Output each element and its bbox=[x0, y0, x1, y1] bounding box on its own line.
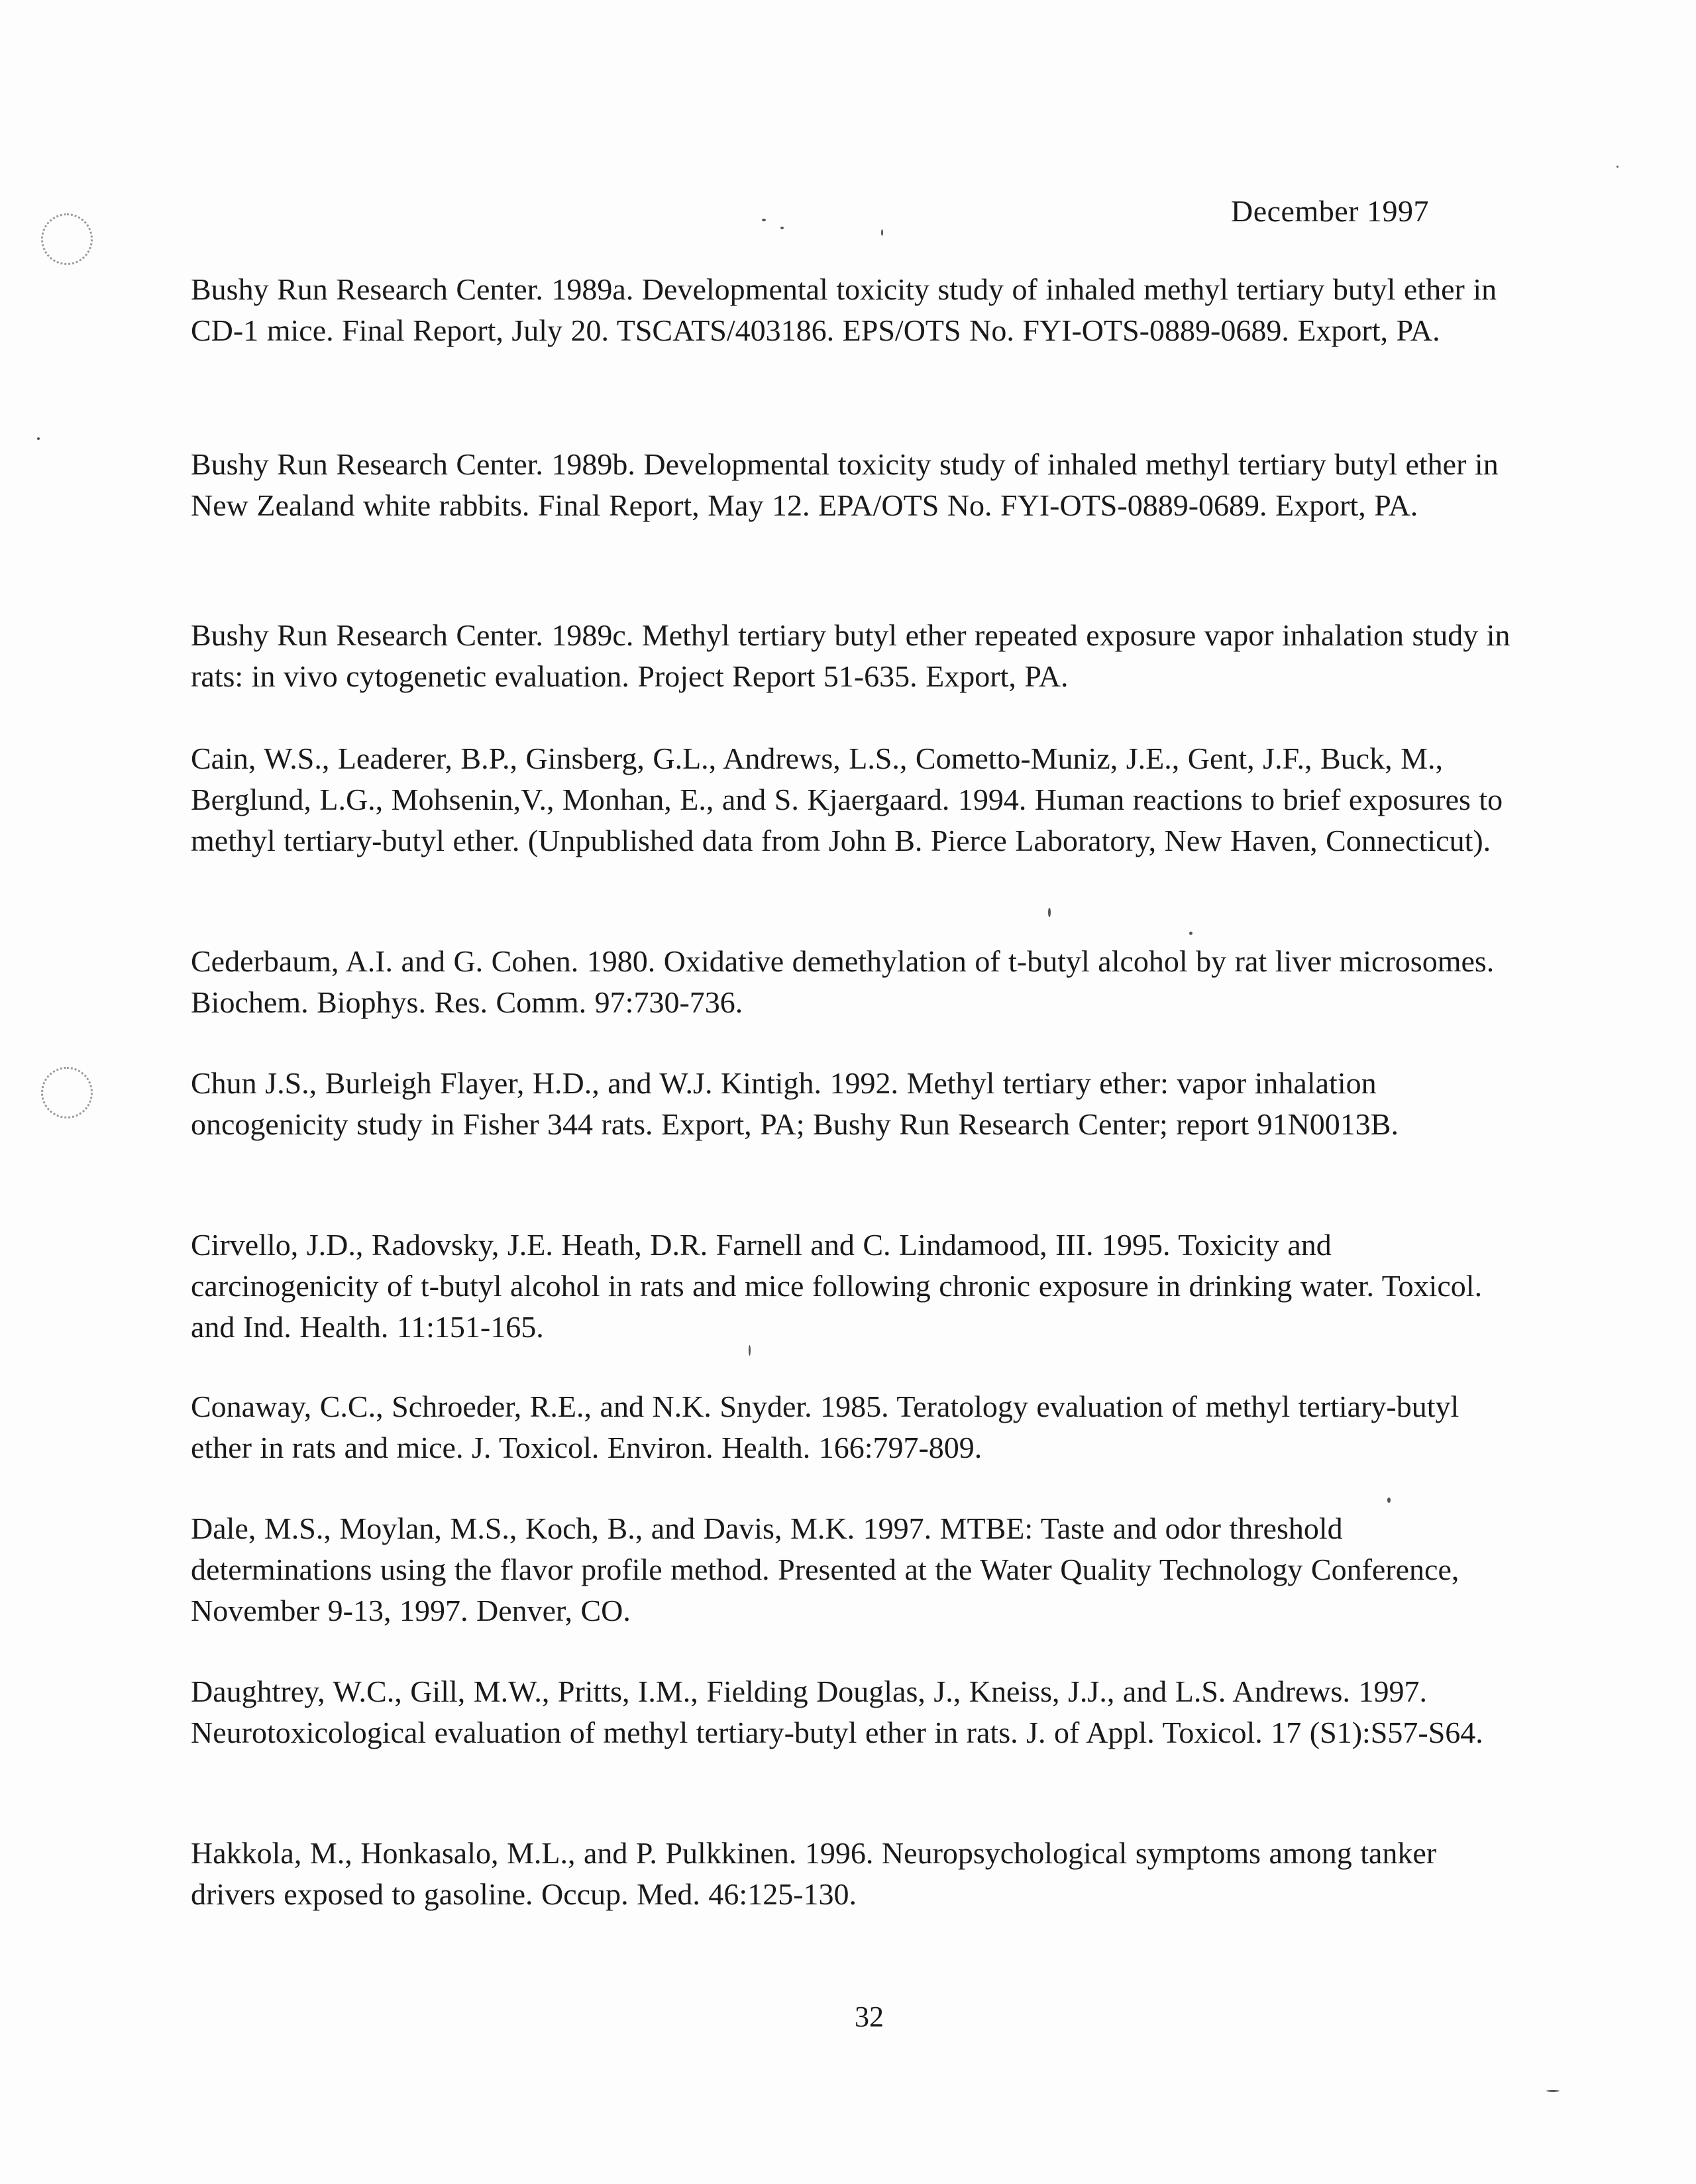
scan-speck bbox=[37, 437, 40, 440]
reference-entry: Bushy Run Research Center. 1989c. Methyl tertiary butyl ether repeated exposure vapor inhalation study in rats: in vivo cytogenetic evaluation. Project Report 51-635. Export, PA. bbox=[191, 618, 1510, 693]
reference-entry: Cirvello, J.D., Radovsky, J.E. Heath, D.R. Farnell and C. Lindamood, III. 1995. Toxicity and carcinogenicity of t-butyl alcohol in rats and mice following chronic exposure in drinking water. Toxicol. and Ind. Health. 11:151-165. bbox=[191, 1228, 1483, 1344]
scan-speck bbox=[881, 229, 883, 236]
page-number: 32 bbox=[855, 2000, 884, 2033]
reference-entry: Chun J.S., Burleigh Flayer, H.D., and W.J. Kintigh. 1992. Methyl tertiary ether: vapor inhalation oncogenicity study in Fisher 344 rats. Export, PA; Bushy Run Research Center; report 91N0013B. bbox=[191, 1066, 1399, 1141]
scan-speck bbox=[762, 219, 766, 221]
punch-hole-middle bbox=[41, 1067, 93, 1119]
scan-speck bbox=[1546, 2090, 1560, 2092]
reference-entry: Bushy Run Research Center. 1989b. Developmental toxicity study of inhaled methyl tertiary butyl ether in New Zealand white rabbits. Final Report, May 12. EPA/OTS No. FYI-OTS-0889-0689. Export, PA. bbox=[191, 447, 1499, 522]
reference-entry: Hakkola, M., Honkasalo, M.L., and P. Pulkkinen. 1996. Neuropsychological symptoms among tanker drivers exposed to gasoline. Occup. Med. 46:125-130. bbox=[191, 1836, 1437, 1911]
scan-speck bbox=[1048, 908, 1051, 917]
document-date: December 1997 bbox=[1231, 194, 1429, 228]
reference-entry: Dale, M.S., Moylan, M.S., Koch, B., and Davis, M.K. 1997. MTBE: Taste and odor threshold determinations using the flavor profile method. Presented at the Water Quality Technology Conference, November 9-13, 1997. Denver, CO. bbox=[191, 1511, 1459, 1627]
punch-hole-top bbox=[41, 213, 93, 265]
reference-entry: Conaway, C.C., Schroeder, R.E., and N.K. Snyder. 1985. Teratology evaluation of methyl tertiary-butyl ether in rats and mice. J. Toxicol. Environ. Health. 166:797-809. bbox=[191, 1390, 1459, 1464]
scan-speck bbox=[1616, 166, 1618, 168]
reference-entry: Cain, W.S., Leaderer, B.P., Ginsberg, G.L., Andrews, L.S., Cometto-Muniz, J.E., Gent, J.F., Buck, M., Berglund, L.G., Mohsenin,V., Monhan, E., and S. Kjaergaard. 1994. Human reactions to brief exposures to methyl tertiary-butyl ether. (Unpublished data from John B. Pierce Laboratory, New Haven, Connecticut). bbox=[191, 741, 1503, 857]
scan-speck bbox=[780, 227, 784, 229]
reference-entry: Daughtrey, W.C., Gill, M.W., Pritts, I.M., Fielding Douglas, J., Kneiss, J.J., and L.S. Andrews. 1997. Neurotoxicological evaluation of methyl tertiary-butyl ether in rats. J. of Appl. Toxicol. 17 (S1):S57-S64. bbox=[191, 1674, 1483, 1749]
reference-entry: Cederbaum, A.I. and G. Cohen. 1980. Oxidative demethylation of t-butyl alcohol by rat liver microsomes. Biochem. Biophys. Res. Comm. 97:730-736. bbox=[191, 944, 1495, 1019]
scan-speck bbox=[1189, 932, 1192, 935]
scan-speck bbox=[1387, 1498, 1391, 1503]
reference-entry: Bushy Run Research Center. 1989a. Developmental toxicity study of inhaled methyl tertiary butyl ether in CD-1 mice. Final Report, July 20. TSCATS/403186. EPS/OTS No. FYI-OTS-0889-0689. Export, PA. bbox=[191, 272, 1497, 347]
